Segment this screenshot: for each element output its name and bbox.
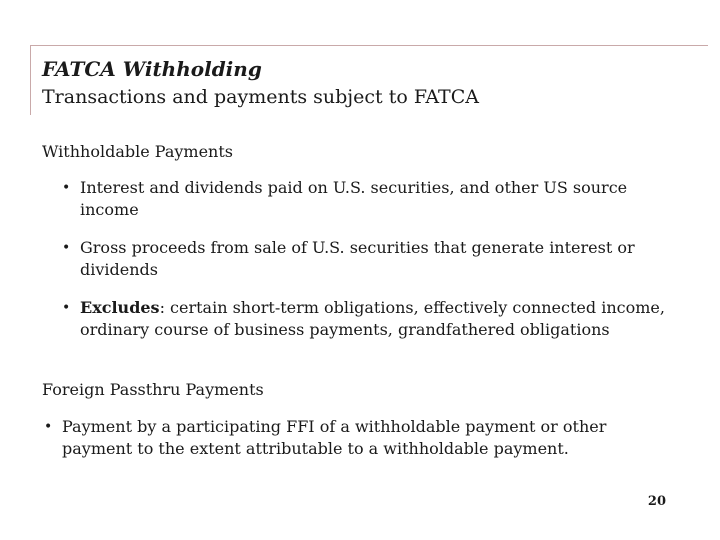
bullet-text: Gross proceeds from sale of U.S. securities that generate interest or dividends (80, 238, 635, 279)
bullet-text: Interest and dividends paid on U.S. securities, and other US source income (80, 178, 628, 219)
bullet-icon: • (62, 180, 71, 196)
header-rule (30, 45, 708, 46)
list-item (58, 237, 678, 281)
bullet-bold-prefix: Excludes (80, 298, 160, 317)
bullet-text: : certain short-term obligations, effectively connected income, ordinary course of business payments, grandfathered obligations (80, 298, 665, 339)
list-item (40, 416, 680, 460)
bullet-icon: • (62, 240, 71, 256)
withholdable-payments-heading: Withholdable Payments (42, 142, 233, 161)
withholdable-payments-list (58, 177, 678, 341)
header-side-rule (30, 45, 31, 115)
foreign-passthru-list (40, 416, 680, 460)
slide-subtitle: Transactions and payments subject to FATCA (42, 86, 479, 108)
foreign-passthru-heading: Foreign Passthru Payments (42, 380, 264, 399)
bullet-text: Payment by a participating FFI of a withholdable payment or other payment to the extent attributable to a withholdable payment. (62, 417, 607, 458)
bullet-icon: • (62, 300, 71, 316)
page-number: 20 (647, 494, 666, 509)
bullet-icon: • (44, 419, 53, 435)
list-item (58, 297, 678, 341)
slide-title: FATCA Withholding (42, 57, 262, 81)
list-item (58, 177, 678, 221)
